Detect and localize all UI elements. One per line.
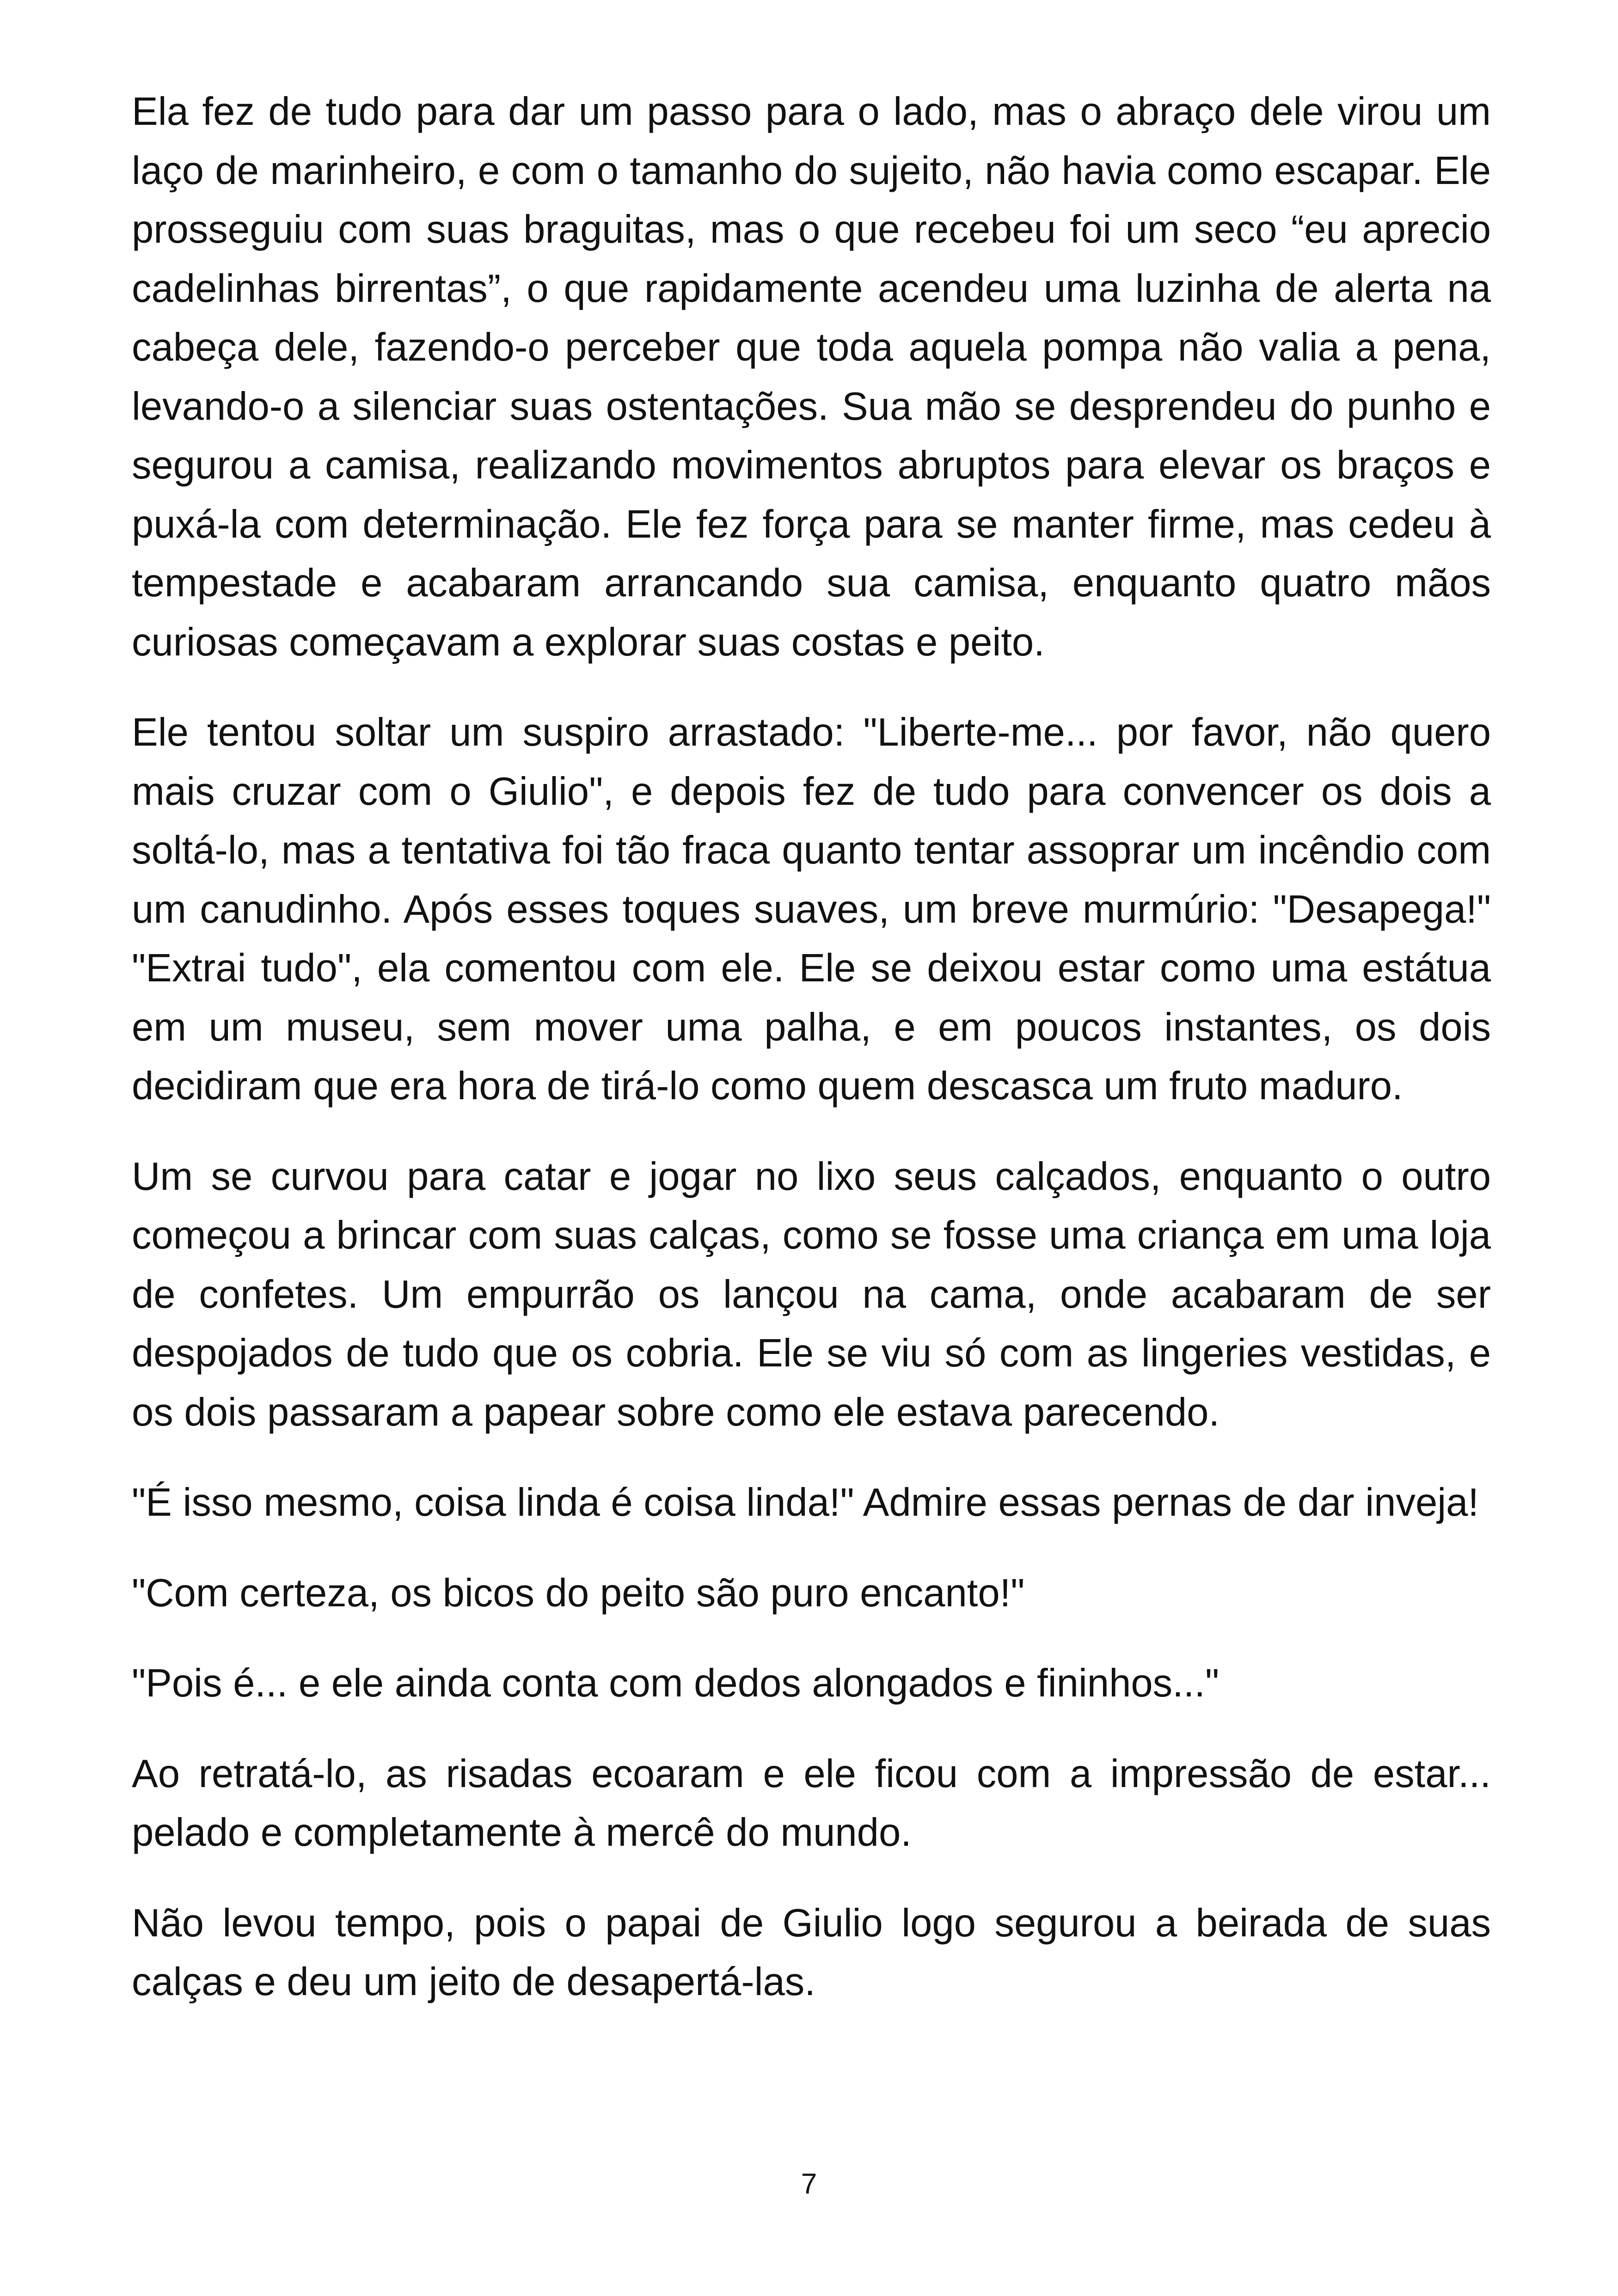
paragraph-7: Ao retratá-lo, as risadas ecoaram e ele ficou com a impressão de estar... pelado e completamente à mercê do mundo. <box>132 1751 1491 1855</box>
paragraph-3: Um se curvou para catar e jogar no lixo seus calçados, enquanto o outro começou a brincar com suas calças, como se fosse uma criança em uma loja de confetes. Um empurrão os lançou na cama, onde acabaram de ser despojados de tudo que os cobria. Ele se viu só com as lingeries vestidas, e os dois passaram a papear sobre como ele estava parecendo. <box>132 1154 1491 1434</box>
body-text <box>132 82 1491 2043</box>
paragraph-5: "Com certeza, os bicos do peito são puro encanto!" <box>132 1571 1025 1615</box>
paragraph-1: Ela fez de tudo para dar um passo para o lado, mas o abraço dele virou um laço de marinheiro, e com o tamanho do sujeito, não havia como escapar. Ele prosseguiu com suas braguitas, mas o que recebeu foi um seco “eu aprecio cadelinhas birrentas”, o que rapidamente acendeu uma luzinha de alerta na cabeça dele, fazendo-o perceber que toda aquela pompa não valia a pena, levando-o a silenciar suas ostentações. Sua mão se desprendeu do punho e segurou a camisa, realizando movimentos abruptos para elevar os braços e puxá-la com determinação. Ele fez força para se manter firme, mas cedeu à tempestade e acabaram arrancando sua camisa, enquanto quatro mãos curiosas começavam a explorar suas costas e peito. <box>132 90 1491 664</box>
page-number: 7 <box>801 2168 817 2200</box>
paragraph-6: "Pois é... e ele ainda conta com dedos alongados e fininhos..." <box>132 1661 1220 1705</box>
paragraph-8: Não levou tempo, pois o papai de Giulio logo segurou a beirada de suas calças e deu um jeito de desapertá-las. <box>132 1901 1491 2004</box>
paragraph-2: Ele tentou soltar um suspiro arrastado: "Liberte-me... por favor, não quero mais cruzar com o Giulio", e depois fez de tudo para convencer os dois a soltá-lo, mas a tentativa foi tão fraca quanto tentar assoprar um incêndio com um canudinho. Após esses toques suaves, um breve murmúrio: "Desapega!" "Extrai tudo", ela comentou com ele. Ele se deixou estar como uma estátua em um museu, sem mover uma palha, e em poucos instantes, os dois decidiram que era hora de tirá-lo como quem descasca um fruto maduro. <box>132 710 1491 1108</box>
paragraph-4: "É isso mesmo, coisa linda é coisa linda!" Admire essas pernas de dar inveja! <box>132 1481 1479 1525</box>
